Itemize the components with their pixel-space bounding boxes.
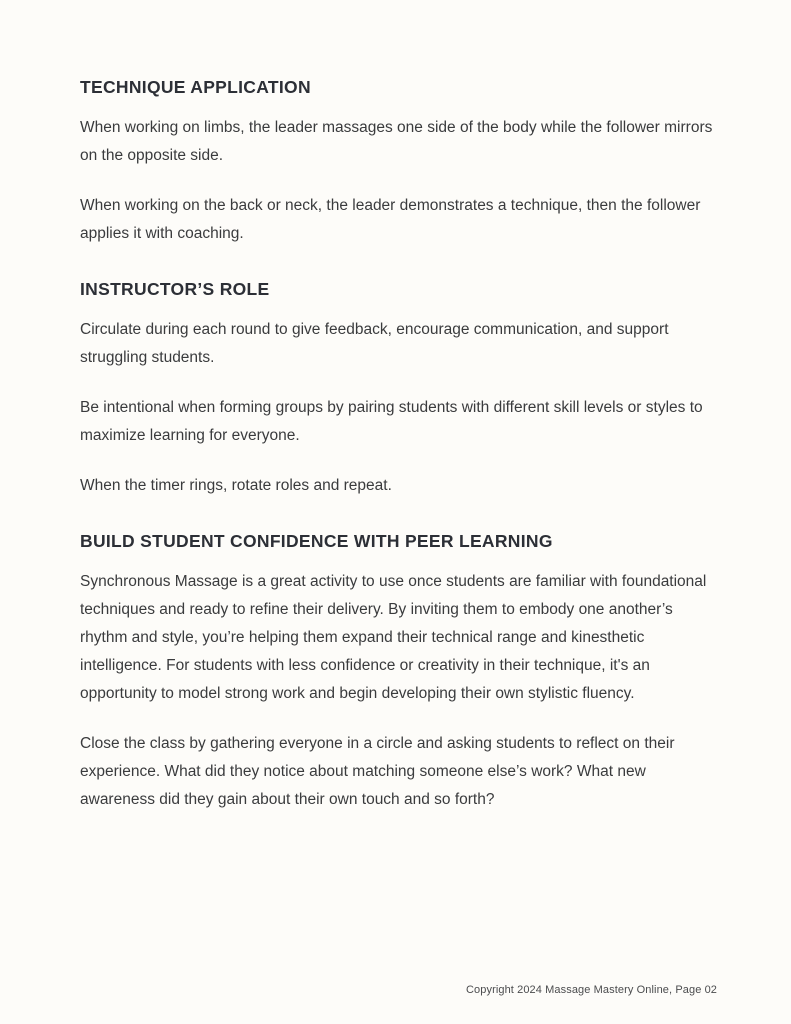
paragraph: When working on the back or neck, the leader demonstrates a technique, then the follower applies it with coaching.: [80, 197, 701, 242]
paragraph: Close the class by gathering everyone in a circle and asking students to reflect on their experience. What did they notice about matching someone else’s work? What new awareness did they gain about their own touch and so forth?: [80, 735, 675, 808]
section-heading: INSTRUCTOR’S ROLE: [80, 279, 270, 299]
section-heading: BUILD STUDENT CONFIDENCE WITH PEER LEARNING: [80, 531, 553, 551]
section-heading: TECHNIQUE APPLICATION: [80, 77, 311, 97]
paragraph: Synchronous Massage is a great activity to use once students are familiar with foundational techniques and ready to refine their delivery. By inviting them to embody one another’s rhythm and style, you’re helping them expand their technical range and kinesthetic intelligence. For students with less confidence or creativity in their technique, it's an opportunity to model strong work and begin developing their own stylistic fluency.: [80, 573, 707, 702]
paragraph: When working on limbs, the leader massages one side of the body while the follower mirrors on the opposite side.: [80, 119, 713, 164]
paragraph: When the timer rings, rotate roles and repeat.: [80, 477, 392, 494]
document-body: [80, 76, 717, 814]
paragraph: Circulate during each round to give feedback, encourage communication, and support struggling students.: [80, 321, 669, 366]
footer-copyright: Copyright 2024 Massage Mastery Online, Page 02: [465, 984, 717, 996]
paragraph: Be intentional when forming groups by pairing students with different skill levels or styles to maximize learning for everyone.: [80, 399, 703, 444]
